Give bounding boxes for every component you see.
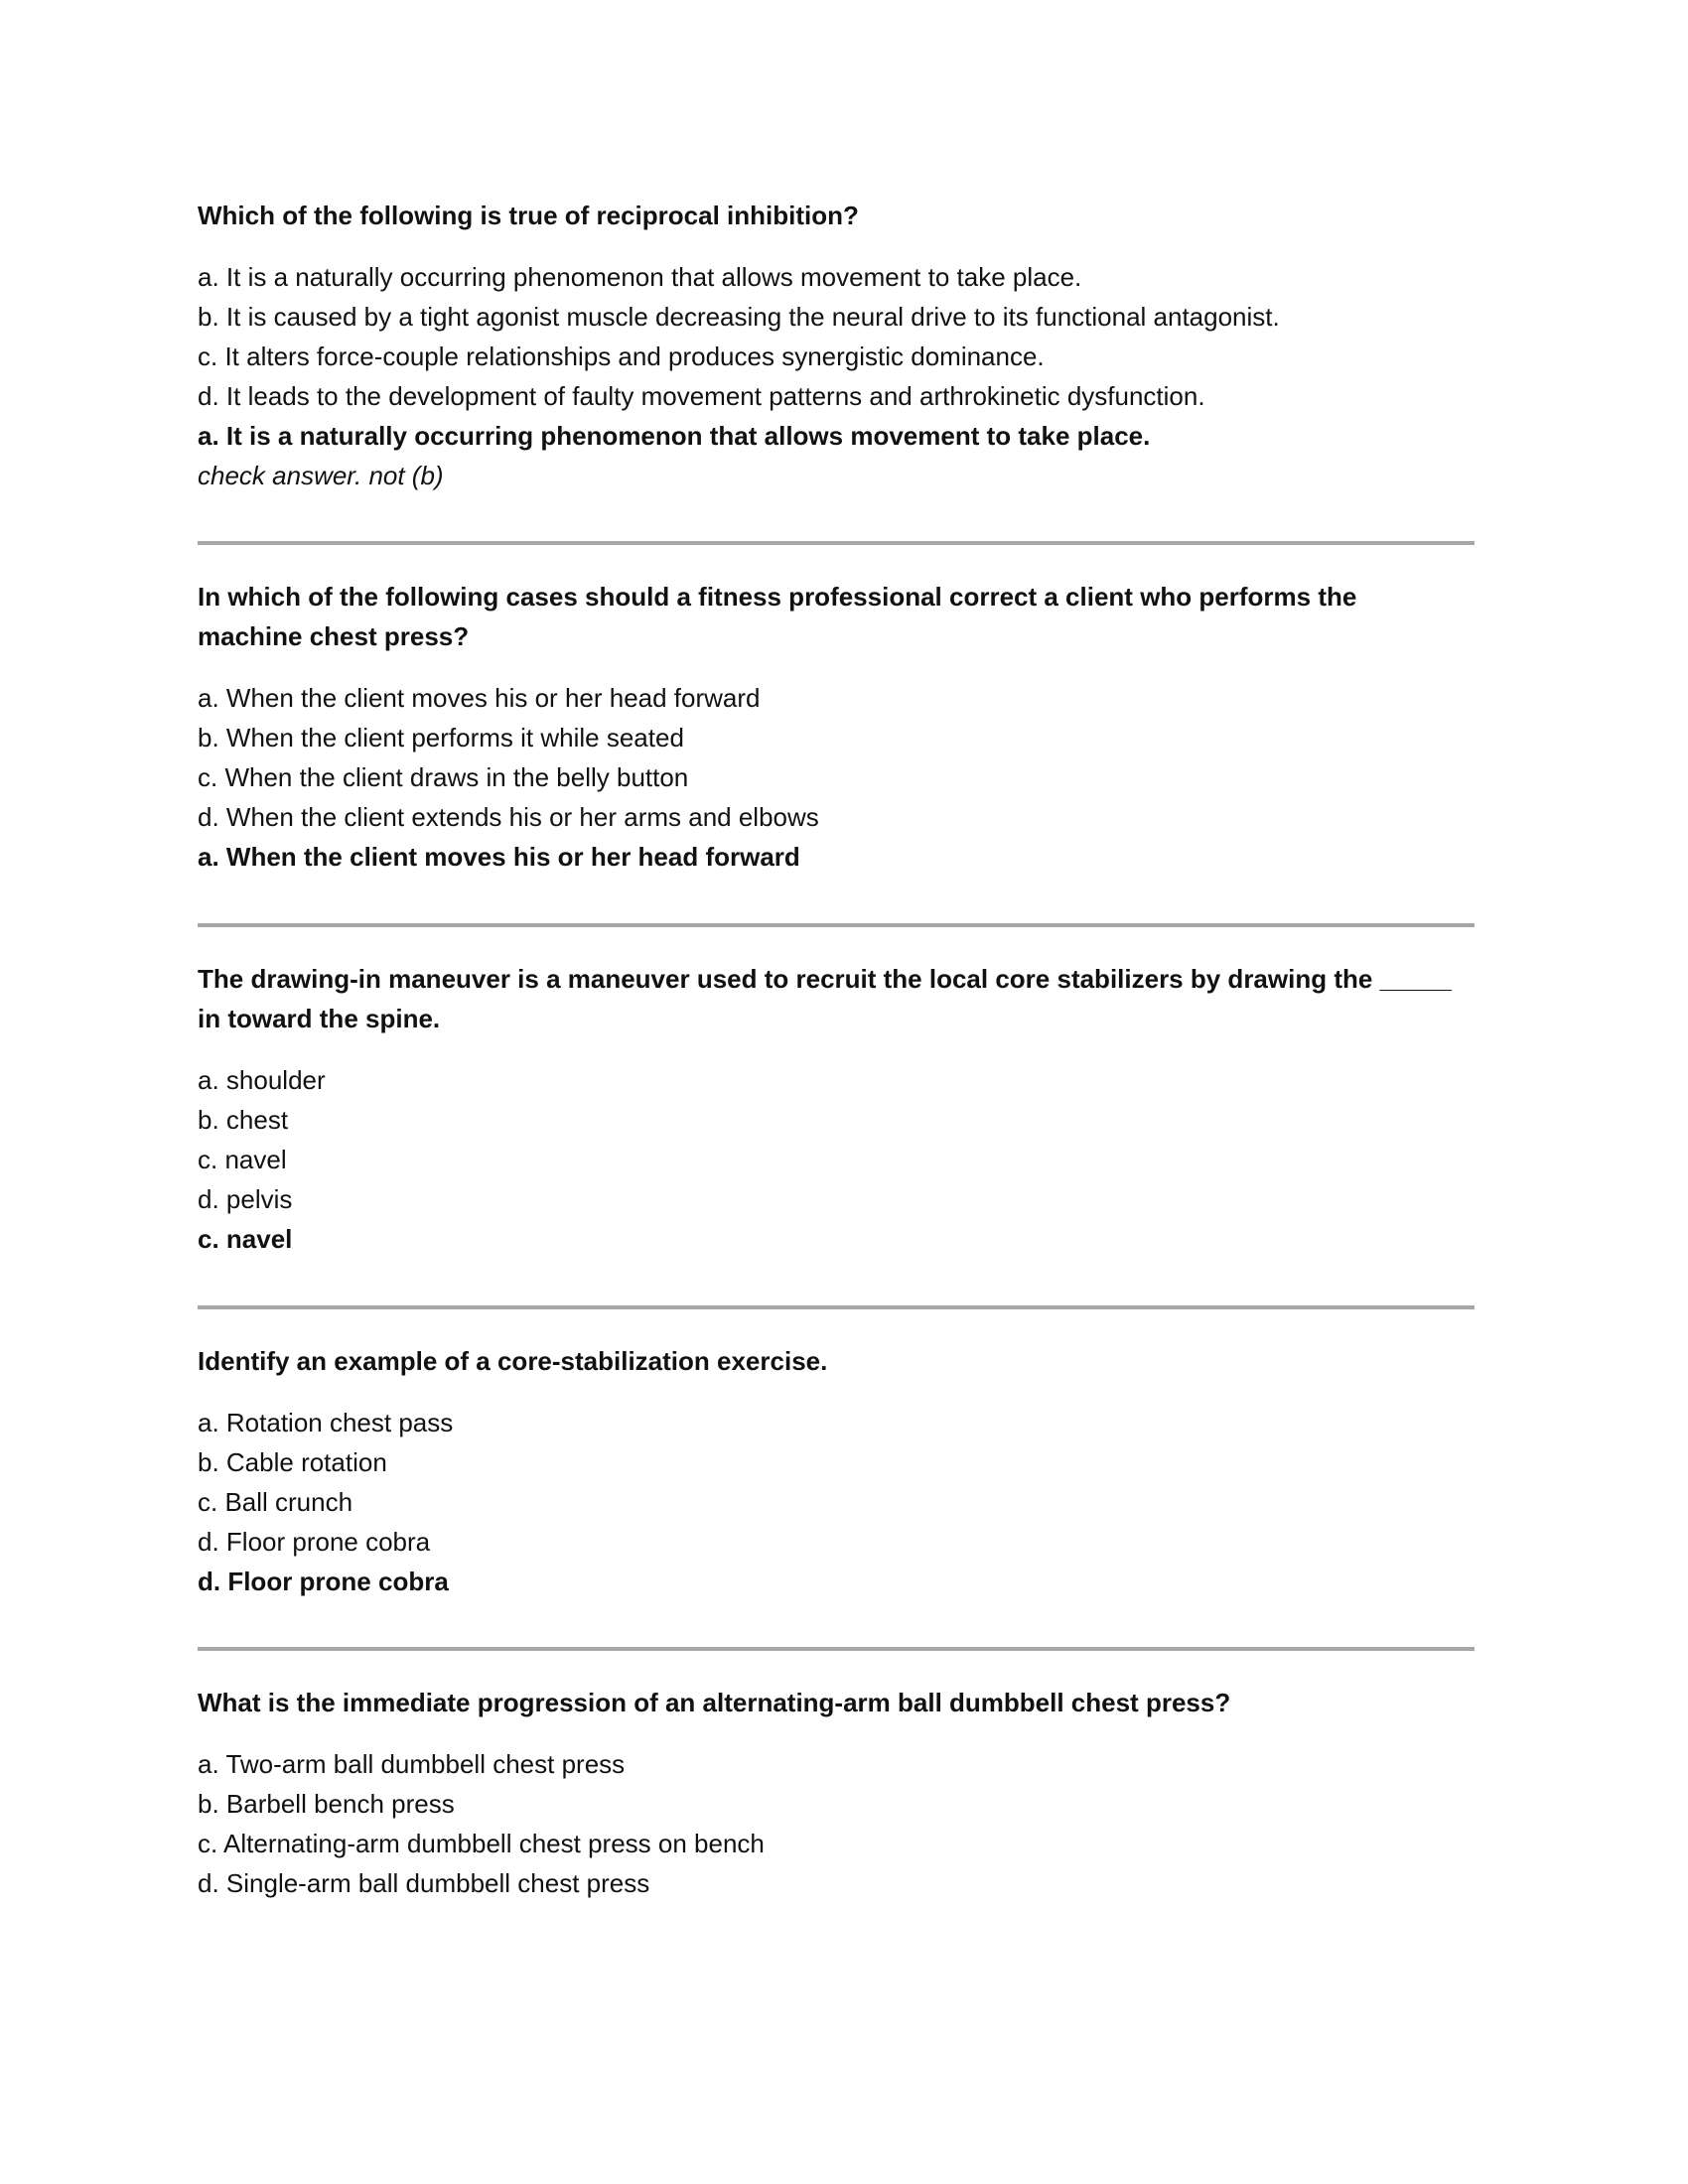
option-d: d. Floor prone cobra [198,1527,431,1557]
question-3 [198,959,1488,1259]
option-a: a. Rotation chest pass [198,1408,454,1437]
question-4 [198,1341,1488,1601]
option-c: c. It alters force-couple relationships and produces synergistic dominance. [198,341,1045,371]
question-title: What is the immediate progression of an alternating-arm ball dumbbell chest press? [198,1688,1231,1717]
option-c: c. When the client draws in the belly button [198,762,689,792]
question-title: Identify an example of a core-stabilization exercise. [198,1346,828,1376]
option-d: d. When the client extends his or her arms and elbows [198,802,819,832]
option-b: b. chest [198,1105,289,1135]
divider [198,1305,1475,1309]
option-a: a. When the client moves his or her head forward [198,683,761,713]
option-b: b. When the client performs it while seated [198,723,684,752]
divider [198,1647,1475,1651]
option-b: b. Barbell bench press [198,1789,455,1819]
question-1 [198,196,1488,495]
option-d: d. It leads to the development of faulty movement patterns and arthrokinetic dysfunction. [198,381,1205,411]
option-c: c. Alternating-arm dumbbell chest press on bench [198,1829,765,1858]
answer: d. Floor prone cobra [198,1567,449,1596]
option-a: a. It is a naturally occurring phenomenon that allows movement to take place. [198,262,1082,292]
option-a: a. shoulder [198,1065,326,1095]
option-d: d. pelvis [198,1184,293,1214]
option-c: c. Ball crunch [198,1487,353,1517]
divider [198,923,1475,927]
question-title: In which of the following cases should a fitness professional correct a client who performs the machine chest press? [198,582,1357,651]
divider [198,541,1475,545]
question-title: The drawing-in maneuver is a maneuver used to recruit the local core stabilizers by drawing the _____ in toward the spine. [198,964,1452,1033]
option-c: c. navel [198,1145,287,1174]
question-5 [198,1683,1488,1903]
option-a: a. Two-arm ball dumbbell chest press [198,1749,626,1779]
answer: c. navel [198,1224,293,1254]
question-title: Which of the following is true of reciprocal inhibition? [198,201,859,230]
question-2 [198,577,1488,877]
answer: a. It is a naturally occurring phenomenon that allows movement to take place. [198,421,1151,451]
answer: a. When the client moves his or her head forward [198,842,800,872]
option-d: d. Single-arm ball dumbbell chest press [198,1868,650,1898]
option-b: b. Cable rotation [198,1447,387,1477]
answer-note: check answer. not (b) [198,461,444,490]
option-b: b. It is caused by a tight agonist muscle decreasing the neural drive to its functional antagonist. [198,302,1280,332]
